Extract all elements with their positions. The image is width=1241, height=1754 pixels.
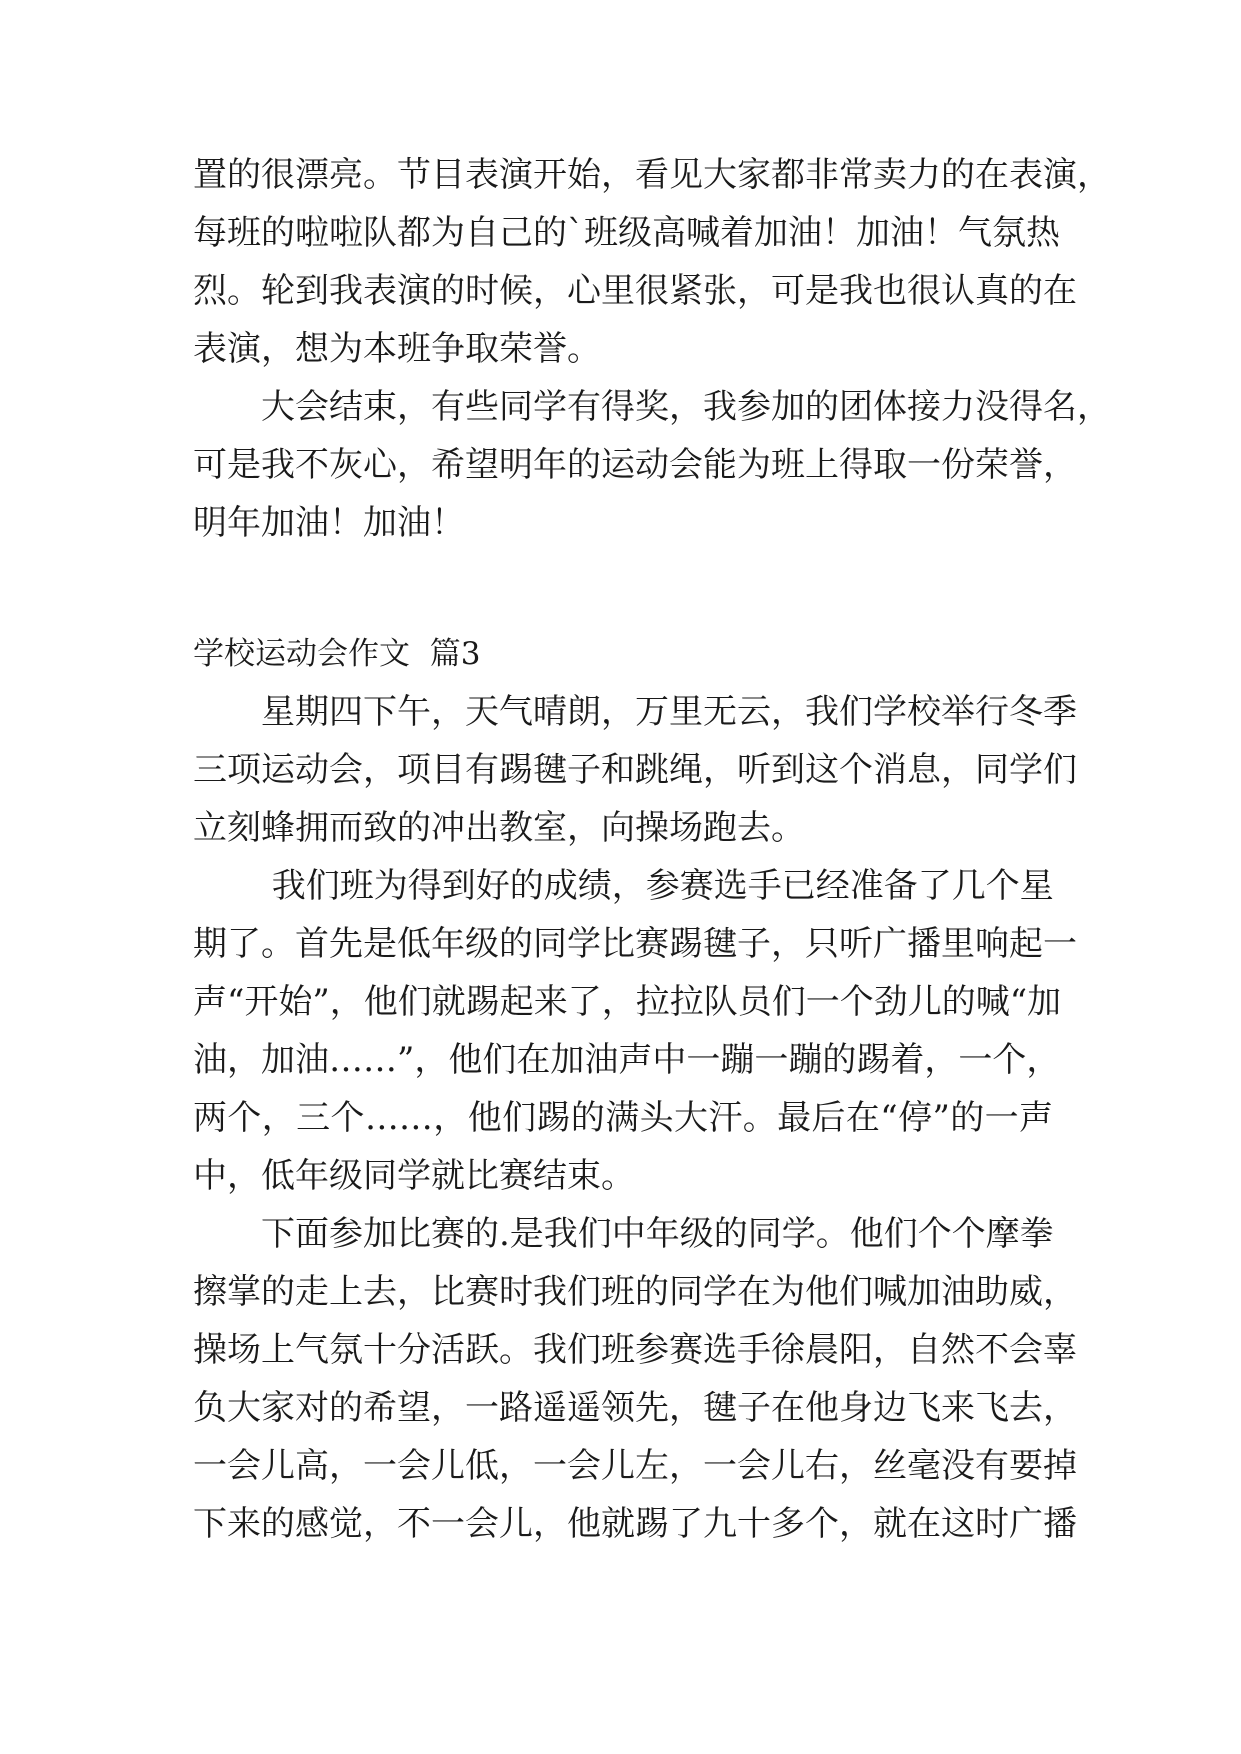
paragraph-line: 明年加油！加油！ [193,503,465,543]
body-text-upper [193,146,1111,552]
paragraph-line: 下面参加比赛的.是我们中年级的同学。他们个个摩拳 [193,1214,1054,1254]
section-heading: 学校运动会作文 篇3 [193,636,481,672]
paragraph-line: 烈。轮到我表演的时候，心里很紧张，可是我也很认真的在 [193,271,1077,311]
paragraph-line: 油，加油……”，他们在加油声中一蹦一蹦的踢着，一个， [193,1040,1061,1080]
paragraph-line: 大会结束，有些同学有得奖，我参加的团体接力没得名， [193,387,1111,427]
paragraph-line: 下来的感觉，不一会儿，他就踢了九十多个，就在这时广播 [193,1504,1077,1544]
paragraph-line: 操场上气氛十分活跃。我们班参赛选手徐晨阳，自然不会辜 [193,1330,1077,1370]
paragraph-line: 表演，想为本班争取荣誉。 [193,329,601,369]
body-text-lower [193,683,1077,1553]
paragraph-line: 星期四下午，天气晴朗，万里无云，我们学校举行冬季 [193,692,1077,732]
paragraph-line: 一会儿高，一会儿低，一会儿左，一会儿右，丝毫没有要掉 [193,1446,1077,1486]
paragraph-line: 中，低年级同学就比赛结束。 [193,1156,635,1196]
paragraph-line: 置的很漂亮。节目表演开始，看见大家都非常卖力的在表演， [193,155,1111,195]
paragraph-line: 两个，三个……，他们踢的满头大汗。最后在“停”的一声 [193,1098,1053,1138]
paragraph-line: 我们班为得到好的成绩，参赛选手已经准备了几个星 [193,866,1054,906]
paragraph-line: 可是我不灰心，希望明年的运动会能为班上得取一份荣誉， [193,445,1077,485]
paragraph-line: 三项运动会，项目有踢毽子和跳绳，听到这个消息，同学们 [193,750,1077,790]
paragraph-line: 擦掌的走上去，比赛时我们班的同学在为他们喊加油助威， [193,1272,1077,1312]
paragraph-line: 每班的啦啦队都为自己的`班级高喊着加油！加油！气氛热 [193,213,1060,253]
paragraph-line: 负大家对的希望，一路遥遥领先，毽子在他身边飞来飞去， [193,1388,1077,1428]
paragraph-line: 期了。首先是低年级的同学比赛踢毽子，只听广播里响起一 [193,924,1077,964]
paragraph-line: 声“开始”，他们就踢起来了，拉拉队员们一个劲儿的喊“加 [193,982,1062,1022]
paragraph-line: 立刻蜂拥而致的冲出教室，向操场跑去。 [193,808,805,848]
